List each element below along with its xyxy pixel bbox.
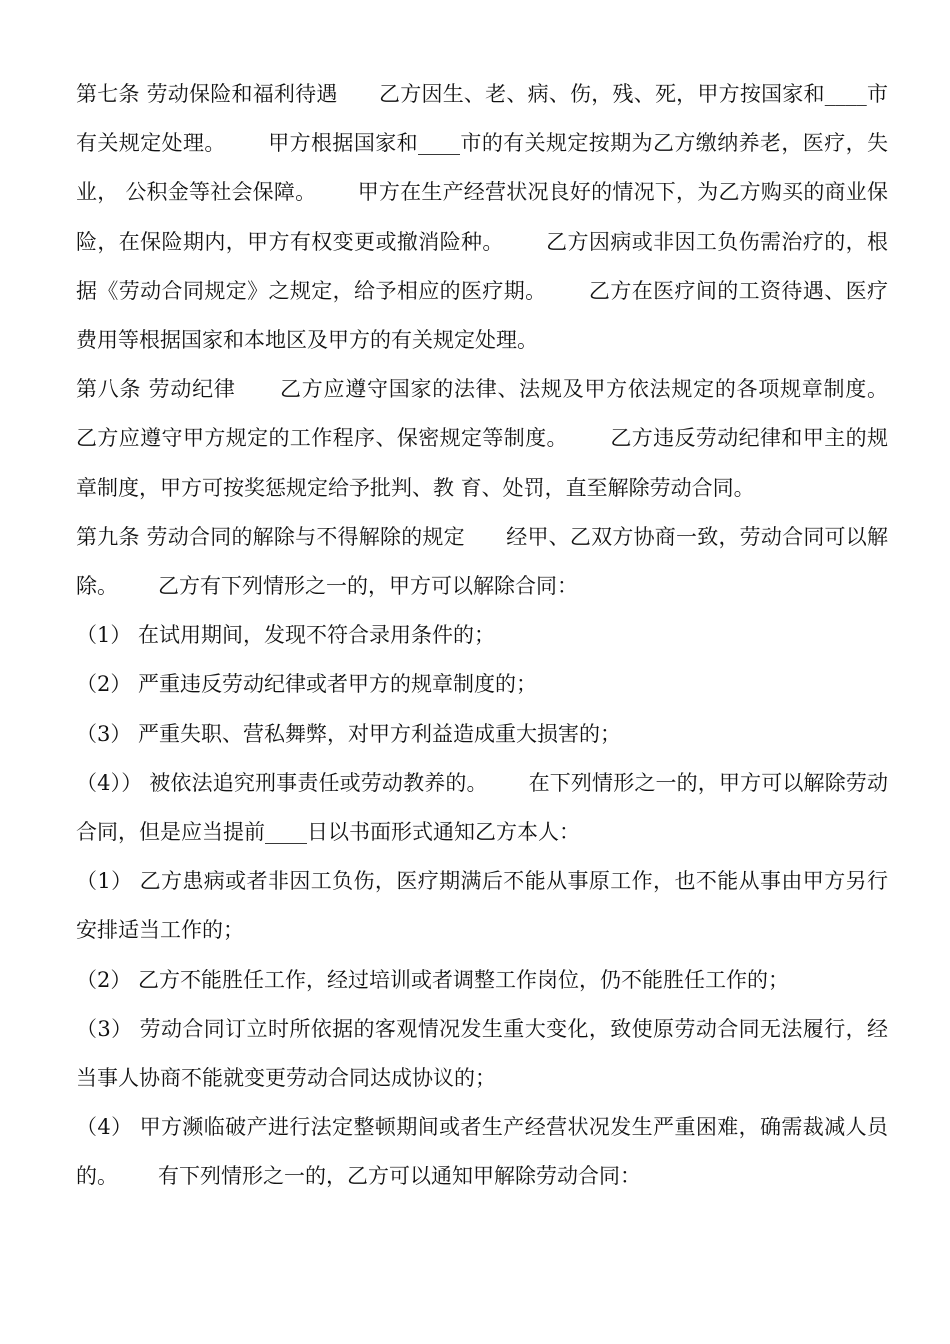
article-7-paragraph: 第七条 劳动保险和福利待遇 乙方因生、老、病、伤，残、死，甲方按国家和____市有关规定处理。 甲方根据国家和____市的有关规定按期为乙方缴纳养老，医疗，失业， 公积金等社会保障。 甲方在生产经营状况良好的情况下，为乙方购买的商业保险，在保险期内，甲方有权变更或撤消险种。 乙方因病或非因工负伤需治疗的，根据《劳动合同规定》之规定，给予相应的医疗期。 乙方在医疗间的工资待遇、医疗费用等根据国家和本地区及甲方的有关规定处理。 <box>76 82 888 353</box>
list-item: （4） 甲方濒临破产进行法定整顿期间或者生产经营状况发生严重困难，确需裁减人员的。 有下列情形之一的，乙方可以通知甲解除劳动合同： <box>76 1115 888 1189</box>
document-page <box>76 70 929 1202</box>
list-item: （1） 在试用期间，发现不符合录用条件的； <box>76 623 496 648</box>
list-item: （3） 劳动合同订立时所依据的客观情况发生重大变化，致使原劳动合同无法履行，经当事人协商不能就变更劳动合同达成协议的； <box>76 1016 888 1091</box>
list-item: （1） 乙方患病或者非因工负伤，医疗期满后不能从事原工作，也不能从事由甲方另行安排适当工作的； <box>76 869 888 943</box>
list-item: （2） 严重违反劳动纪律或者甲方的规章制度的； <box>76 672 538 697</box>
list-item: （4）） 被依法追究刑事责任或劳动教养的。 在下列情形之一的，甲方可以解除劳动合同，但是应当提前____日以书面形式通知乙方本人： <box>76 770 888 845</box>
list-item: （2） 乙方不能胜任工作，经过培训或者调整工作岗位，仍不能胜任工作的； <box>76 967 790 992</box>
list-item: （3） 严重失职、营私舞弊，对甲方利益造成重大损害的； <box>76 721 622 746</box>
article-9-paragraph: 第九条 劳动合同的解除与不得解除的规定 经甲、乙双方协商一致，劳动合同可以解除。 乙方有下列情形之一的，甲方可以解除合同： <box>76 524 888 599</box>
article-8-paragraph: 第八条 劳动纪律 乙方应遵守国家的法律、法规及甲方依法规定的各项规章制度。 乙方应遵守甲方规定的工作程序、保密规定等制度。 乙方违反劳动纪律和甲主的规章制度，甲方可按奖惩规定给予批判、教 育、处罚，直至解除劳动合同。 <box>76 377 929 500</box>
